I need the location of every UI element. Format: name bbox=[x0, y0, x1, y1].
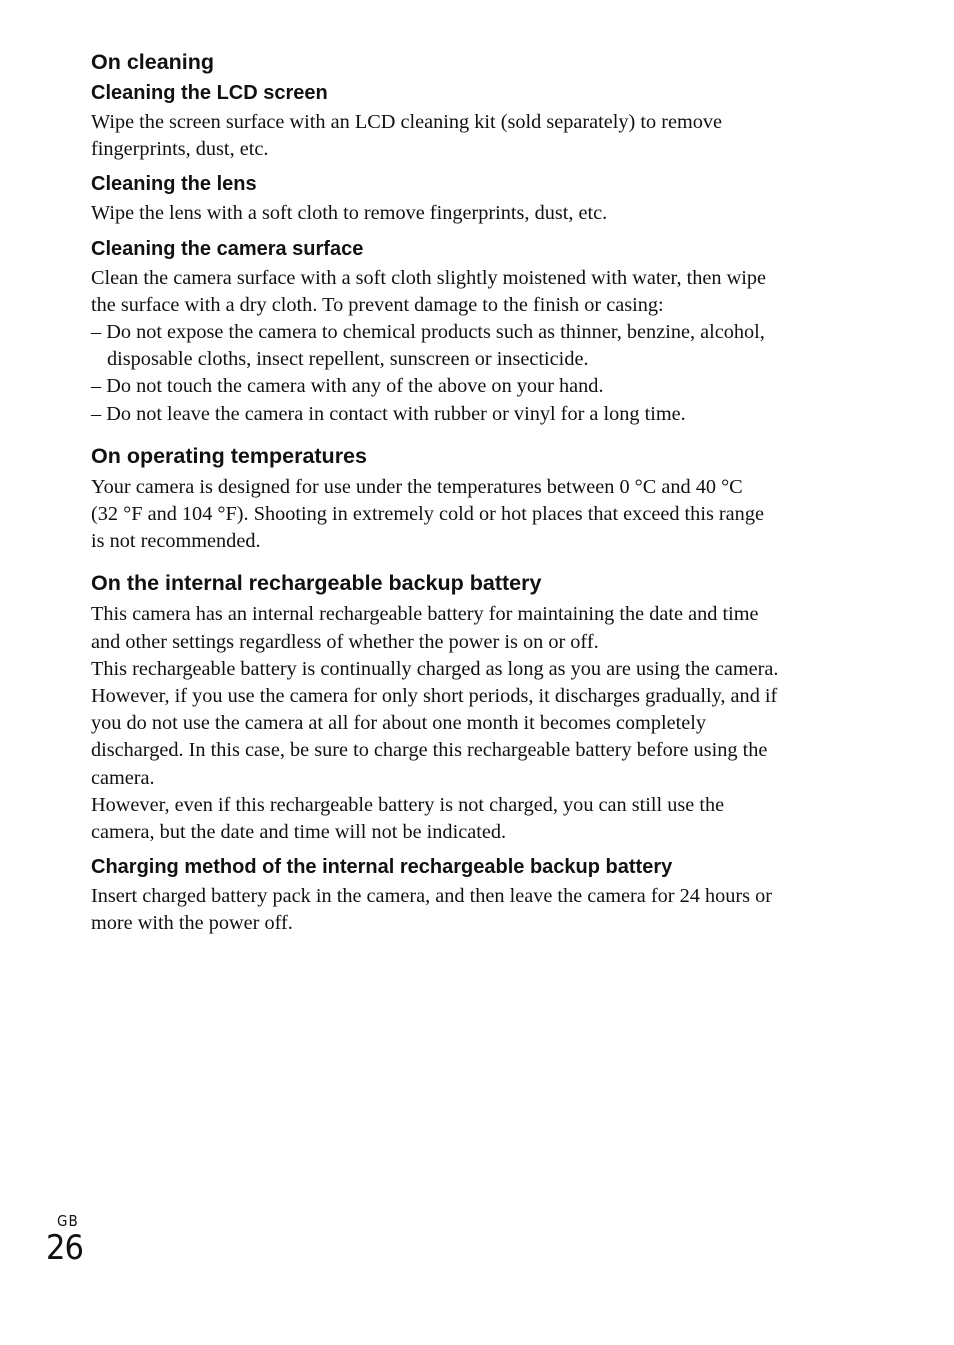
section-title-cleaning: On cleaning bbox=[91, 50, 215, 74]
page-number: 26 bbox=[46, 1228, 83, 1268]
dash-list-item: – Do not expose the camera to chemical products such as thinner, benzine, alcohol, disposable cloths, insect repellent, sunscreen or insecticide. bbox=[91, 321, 765, 371]
text-line: fingerprints, dust, etc. bbox=[91, 138, 269, 161]
paragraph-temperatures bbox=[91, 474, 851, 556]
text-line: Clean the camera surface with a soft cloth slightly moistened with water, then wipe bbox=[91, 266, 767, 289]
paragraph-lcd bbox=[91, 109, 851, 163]
paragraph-surface bbox=[91, 265, 851, 428]
text-line: the surface with a dry cloth. To prevent damage to the finish or casing: bbox=[91, 293, 664, 316]
language-code: GB bbox=[57, 1212, 79, 1230]
dash-list-item: – Do not leave the camera in contact with rubber or vinyl for a long time. bbox=[91, 402, 686, 425]
text-line: (32 °F and 104 °F). Shooting in extremely cold or hot places that exceed this range bbox=[91, 503, 764, 526]
text-line: camera, but the date and time will not be indicated. bbox=[91, 821, 507, 844]
text-line: However, if you use the camera for only short periods, it discharges gradually, and if bbox=[91, 685, 778, 708]
section-title-temperatures: On operating temperatures bbox=[91, 443, 367, 468]
text-line: This rechargeable battery is continually charged as long as you are using the camera. bbox=[91, 657, 779, 680]
section-title-battery: On the internal rechargeable backup battery bbox=[91, 571, 542, 596]
text-line: However, even if this rechargeable battery is not charged, you can still use the bbox=[91, 793, 725, 816]
text-line: Your camera is designed for use under the temperatures between 0 °C and 40 °C bbox=[91, 475, 743, 498]
paragraph-charging bbox=[91, 883, 851, 937]
text-line: you do not use the camera at all for about one month it becomes completely bbox=[91, 712, 707, 735]
text-line: more with the power off. bbox=[91, 912, 293, 935]
text-line: Insert charged battery pack in the camera, and then leave the camera for 24 hours or bbox=[91, 885, 772, 908]
text-line: This camera has an internal rechargeable battery for maintaining the date and time bbox=[91, 603, 759, 626]
page-footer bbox=[46, 1212, 83, 1266]
text-line: and other settings regardless of whether the power is on or off. bbox=[91, 630, 599, 653]
text-line: Wipe the lens with a soft cloth to remove fingerprints, dust, etc. bbox=[91, 202, 608, 225]
page-content bbox=[91, 48, 851, 938]
subheading-surface: Cleaning the camera surface bbox=[91, 237, 364, 260]
paragraph-lens bbox=[91, 200, 851, 227]
dash-list-item: – Do not touch the camera with any of the above on your hand. bbox=[91, 375, 604, 398]
text-line: is not recommended. bbox=[91, 530, 261, 553]
subheading-lcd: Cleaning the LCD screen bbox=[91, 82, 328, 104]
text-line: camera. bbox=[91, 766, 155, 789]
text-line: discharged. In this case, be sure to charge this rechargeable battery before using the bbox=[91, 739, 768, 762]
paragraph-battery bbox=[91, 601, 851, 846]
text-line: Wipe the screen surface with an LCD cleaning kit (sold separately) to remove bbox=[91, 111, 723, 133]
subheading-charging: Charging method of the internal rechargeable backup battery bbox=[91, 856, 673, 879]
subheading-lens: Cleaning the lens bbox=[91, 173, 257, 196]
